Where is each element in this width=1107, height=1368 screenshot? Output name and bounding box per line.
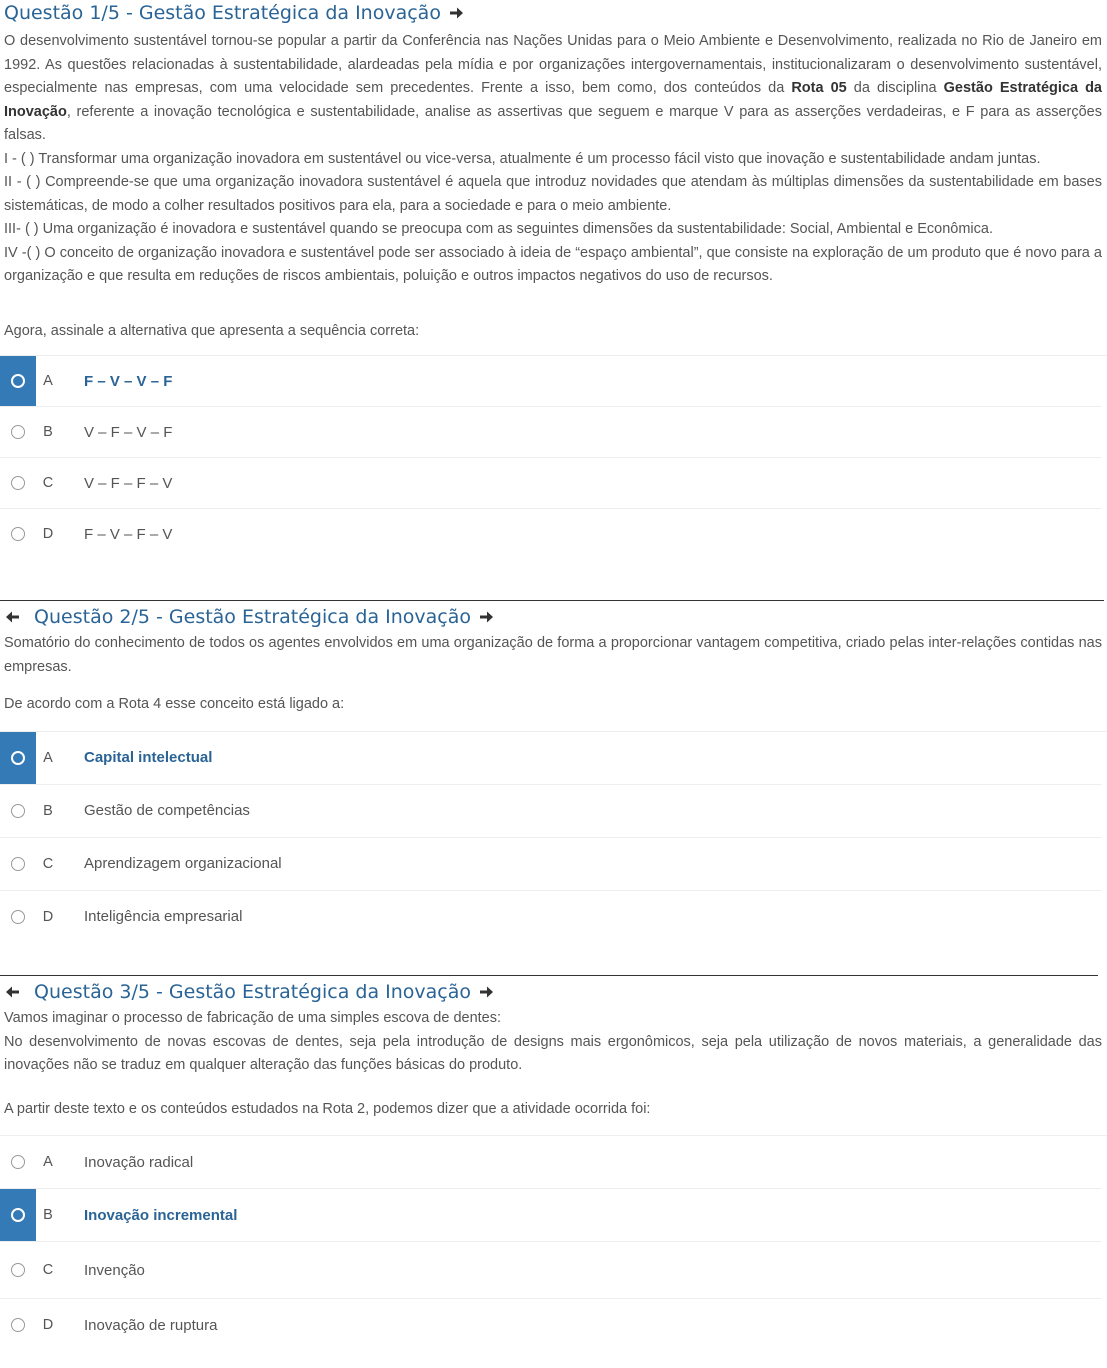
question-1-statement xyxy=(0,30,1107,148)
option-text: Inovação radical xyxy=(84,1153,194,1171)
option-c[interactable] xyxy=(0,838,1101,891)
question-2-title-row xyxy=(0,604,1107,630)
question-3-line-1: Vamos imaginar o processo de fabricação de uma simples escova de dentes: xyxy=(4,1010,502,1026)
option-c[interactable] xyxy=(0,458,1101,509)
option-text: Inteligência empresarial xyxy=(84,908,243,925)
question-1-title-row xyxy=(0,0,1107,26)
option-b[interactable] xyxy=(0,407,1101,458)
statement-bold: Rota 05 xyxy=(791,80,847,96)
radio-button[interactable] xyxy=(0,838,36,890)
option-letter: C xyxy=(42,855,54,872)
question-3-title-row xyxy=(0,979,1107,1005)
option-letter: D xyxy=(42,1317,54,1333)
option-text: Aprendizagem organizacional xyxy=(84,855,282,872)
statement-bold: Gestão Estratégica da Inovação xyxy=(4,80,1102,120)
option-text: Capital intelectual xyxy=(84,749,213,766)
question-1-title: Questão 1/5 - Gestão Estratégica da Inovação xyxy=(4,2,441,24)
option-text: V – F – V – F xyxy=(84,423,173,441)
option-letter: C xyxy=(42,475,54,491)
option-text: Gestão de competências xyxy=(84,802,250,819)
question-2-options xyxy=(0,731,1107,943)
option-text: Inovação incremental xyxy=(84,1206,238,1224)
option-letter: D xyxy=(42,526,54,542)
option-letter: B xyxy=(43,802,53,819)
option-b[interactable] xyxy=(0,785,1101,838)
question-2 xyxy=(0,604,1107,943)
option-letter: A xyxy=(43,373,53,389)
assertion-2: II - ( ) Compreende-se que uma organização inovadora sustentável é aquela que introduz novidades que atendam às múltiplas dimensões da sustentabilidade em bases sistemáticas, de modo a colher resultados positivos para ela, para a sociedade e para o meio ambiente. xyxy=(4,174,1102,214)
question-1-options xyxy=(0,355,1107,559)
option-a[interactable] xyxy=(0,732,1101,785)
radio-button[interactable] xyxy=(0,407,36,457)
option-d[interactable] xyxy=(0,891,1101,943)
question-1-prompt: Agora, assinale a alternativa que apresenta a sequência correta: xyxy=(4,322,420,339)
radio-button[interactable] xyxy=(0,891,36,943)
option-text: V – F – F – V xyxy=(84,474,173,492)
option-a[interactable] xyxy=(0,1136,1101,1189)
radio-button[interactable] xyxy=(0,1189,36,1241)
option-letter: A xyxy=(43,749,53,766)
option-letter: B xyxy=(43,1207,53,1223)
question-divider xyxy=(0,600,1104,601)
option-text: F – V – F – V xyxy=(84,525,173,543)
question-3-line-2: No desenvolvimento de novas escovas de dentes, seja pela introdução de designs mais ergonômicos, seja pela utilização de novos materiais, a generalidade das inovações não se traduz em qualquer alteração das funções básicas do produto. xyxy=(4,1033,1102,1073)
option-letter: C xyxy=(42,1262,54,1278)
question-3-title: Questão 3/5 - Gestão Estratégica da Inovação xyxy=(34,981,472,1003)
statement-text: da disciplina xyxy=(846,80,944,96)
statement-text: , referente a inovação tecnológica e sustentabilidade, analise as assertivas que seguem e marque V para as asserções verdadeiras, e F para as asserções falsas. xyxy=(4,103,1102,143)
option-a[interactable] xyxy=(0,356,1101,407)
option-text: Invenção xyxy=(84,1261,145,1279)
option-letter: A xyxy=(43,1154,53,1170)
radio-button[interactable] xyxy=(0,458,36,508)
question-divider xyxy=(0,975,1098,976)
radio-button[interactable] xyxy=(0,1299,36,1351)
radio-button[interactable] xyxy=(0,732,36,784)
option-text: F – V – V – F xyxy=(84,372,173,390)
statement-text: O desenvolvimento sustentável tornou-se popular a partir da Conferência nas Nações Unidas para o Meio Ambiente e Desenvolvimento, realizada no Rio de Janeiro em 1992. As questões relacionadas à sustentabilidade, alardeadas pela mídia e por organizações intergovernamentais, institucionalizaram o desenvolvimento sustentável, especialmente nas empresas, com uma velocidade sem precedentes. Frente a isso, bem como, dos conteúdos da xyxy=(4,33,1102,96)
option-d[interactable] xyxy=(0,509,1101,559)
question-2-statement: Somatório do conhecimento de todos os agentes envolvidos em uma organização de forma a proporcionar vantagem competitiva, criado pelas inter-relações contidas nas empresas. xyxy=(4,635,1102,675)
question-3 xyxy=(0,979,1107,1351)
question-3-prompt: A partir deste texto e os conteúdos estudados na Rota 2, podemos dizer que a atividade ocorrida foi: xyxy=(4,1100,651,1117)
arrow-right-icon[interactable] xyxy=(477,608,495,626)
option-letter: D xyxy=(42,908,54,925)
option-c[interactable] xyxy=(0,1242,1101,1299)
question-3-options xyxy=(0,1135,1107,1351)
arrow-right-icon[interactable] xyxy=(447,4,465,22)
question-1 xyxy=(0,0,1107,559)
option-d[interactable] xyxy=(0,1299,1101,1351)
assertion-4: IV -( ) O conceito de organização inovadora e sustentável pode ser associado à ideia de “espaço ambiental”, que consiste na exploração de um produto que é novo para a organização e que resulta em reduções de riscos ambientais, poluição e outros impactos negativos do uso de recursos. xyxy=(4,244,1102,284)
option-b[interactable] xyxy=(0,1189,1101,1242)
arrow-left-icon[interactable] xyxy=(4,608,22,626)
radio-button[interactable] xyxy=(0,509,36,559)
question-2-prompt: De acordo com a Rota 4 esse conceito está ligado a: xyxy=(4,696,345,712)
assertion-1: I - ( ) Transformar uma organização inovadora em sustentável ou vice-versa, atualmente é um processo fácil visto que inovação e sustentabilidade andam juntas. xyxy=(4,150,1041,167)
question-2-title: Questão 2/5 - Gestão Estratégica da Inovação xyxy=(34,606,472,628)
option-letter: B xyxy=(43,424,53,440)
radio-button[interactable] xyxy=(0,1242,36,1298)
radio-button[interactable] xyxy=(0,785,36,837)
assertion-3: III- ( ) Uma organização é inovadora e sustentável quando se preocupa com as seguintes dimensões da sustentabilidade: Social, Ambiental e Econômica. xyxy=(4,221,993,237)
option-text: Inovação de ruptura xyxy=(84,1316,218,1334)
arrow-right-icon[interactable] xyxy=(477,983,495,1001)
arrow-left-icon[interactable] xyxy=(4,983,22,1001)
radio-button[interactable] xyxy=(0,356,36,406)
radio-button[interactable] xyxy=(0,1136,36,1188)
